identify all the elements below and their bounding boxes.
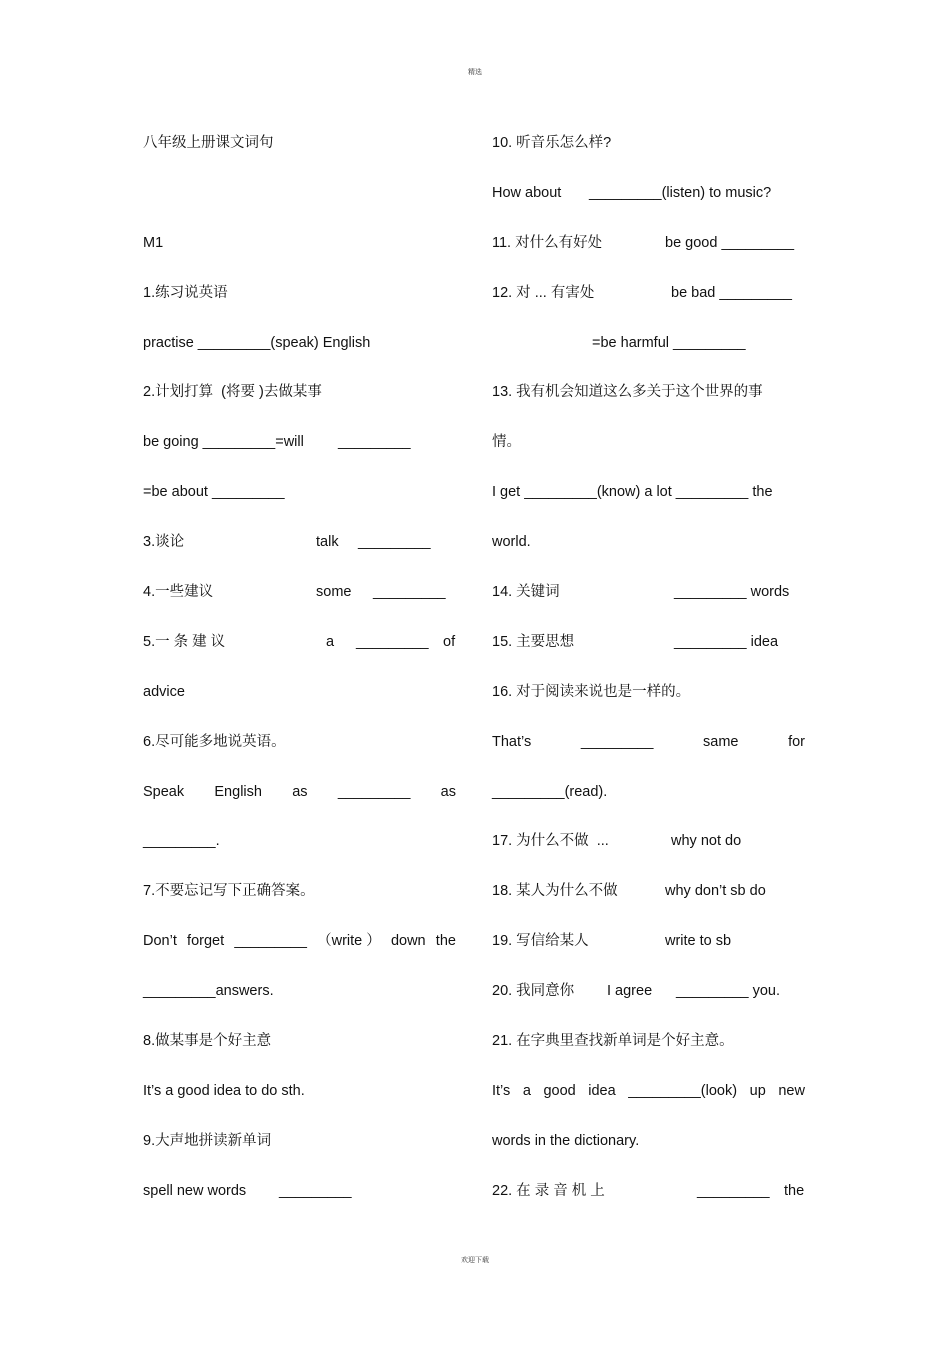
- page-footer: 欢迎下载: [461, 1257, 489, 1264]
- item-20: 20. 我同意你 I agree _________ you.: [492, 983, 781, 1000]
- item-2-cn: 2.计划打算 (将要 )去做某事: [143, 384, 322, 401]
- item-16-en: That’s _________ same for: [492, 733, 805, 750]
- right-column: [492, 128, 805, 1226]
- item-5: 5.一 条 建 议 a _________ of: [143, 633, 456, 650]
- item-8-en: It’s a good idea to do sth.: [143, 1082, 305, 1099]
- page-header: 精选: [468, 69, 482, 76]
- item-19: 19. 写信给某人 write to sb: [492, 933, 732, 950]
- item-6-en: Speak English as _________ as: [143, 783, 456, 800]
- item-21-cn: 21. 在字典里查找新单词是个好主意。: [492, 1033, 734, 1050]
- item-3: 3.谈论 talk _________: [143, 534, 431, 551]
- left-column: [143, 128, 456, 1226]
- item-17: 17. 为什么不做 ... why not do: [492, 833, 742, 850]
- item-11: 11. 对什么有好处 be good _________: [492, 234, 795, 251]
- item-21-en-cont: words in the dictionary.: [492, 1132, 640, 1149]
- module-label: M1: [143, 234, 164, 251]
- item-10-cn: 10. 听音乐怎么样?: [492, 135, 612, 151]
- item-1-en: practise _________(speak) English: [143, 334, 371, 351]
- item-13-en: I get _________(know) a lot _________ the: [492, 484, 773, 501]
- item-5-cont: advice: [143, 683, 185, 700]
- item-12-cont: =be harmful _________: [592, 334, 746, 351]
- item-21-en: It’s a good idea _________(look) up new: [492, 1082, 805, 1099]
- item-13-cn: 13. 我有机会知道这么多关于这个世界的事: [492, 384, 763, 401]
- item-9-cn: 9.大声地拼读新单词: [143, 1132, 272, 1149]
- item-13-cn-cont: 情。: [492, 434, 521, 451]
- item-4: 4.一些建议 some _________: [143, 584, 446, 601]
- item-7-en: Don’t forget _________ （write ） down the: [143, 933, 456, 950]
- document-title: 八年级上册课文词句: [143, 135, 274, 151]
- item-22: 22. 在 录 音 机 上 _________ the: [492, 1182, 805, 1199]
- item-16-en-cont: _________(read).: [492, 783, 608, 800]
- item-2-en: be going _________=will _________: [143, 434, 411, 451]
- item-1-cn: 1.练习说英语: [143, 284, 228, 301]
- item-6-cn: 6.尽可能多地说英语。: [143, 733, 286, 750]
- item-16-cn: 16. 对于阅读来说也是一样的。: [492, 683, 691, 700]
- item-6-en-cont: _________.: [143, 833, 220, 850]
- item-13-en-cont: world.: [492, 534, 531, 551]
- item-9-en: spell new words _________: [143, 1182, 352, 1199]
- item-15: 15. 主要思想 _________ idea: [492, 633, 779, 650]
- item-7-en-cont: _________answers.: [143, 983, 274, 1000]
- item-7-cn: 7.不要忘记写下正确答案。: [143, 883, 315, 900]
- item-2-en-cont: =be about _________: [143, 484, 285, 501]
- item-10-en: How about _________(listen) to music?: [492, 184, 772, 201]
- item-8-cn: 8.做某事是个好主意: [143, 1033, 272, 1050]
- item-18: 18. 某人为什么不做 why don’t sb do: [492, 883, 766, 900]
- item-14: 14. 关键词 _________ words: [492, 584, 790, 601]
- item-12: 12. 对 ... 有害处 be bad _________: [492, 284, 792, 301]
